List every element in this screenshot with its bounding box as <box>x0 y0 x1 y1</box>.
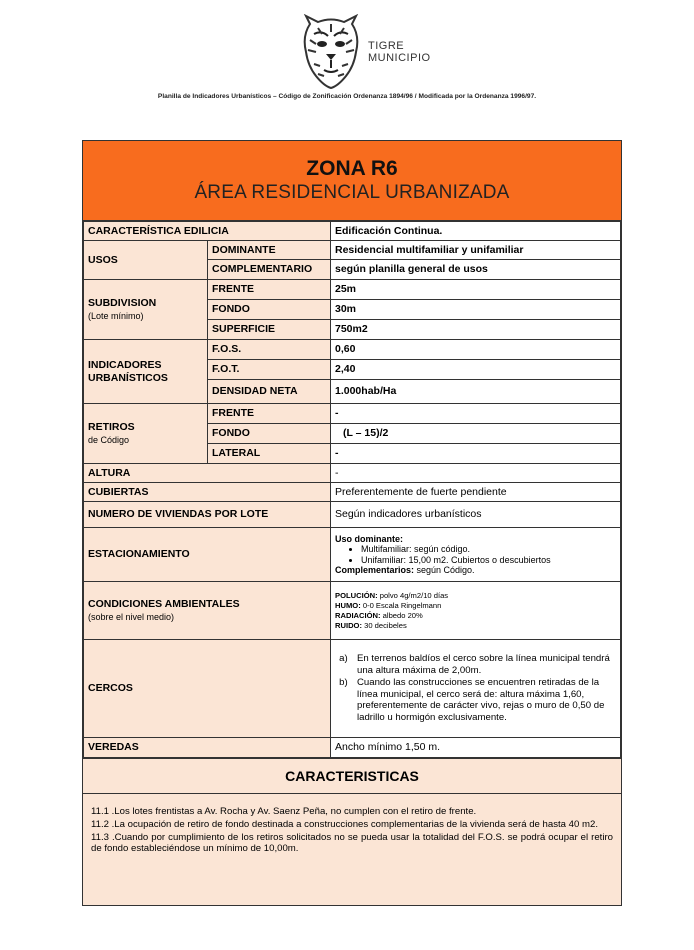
ruido-label: RUIDO: <box>335 620 362 630</box>
humo-label: HUMO: <box>335 600 361 610</box>
indicadores-label-line1: INDICADORES <box>88 358 162 371</box>
cercos-item-b: b. Cuando las construcciones se encuentren retiradas de la línea municipal, el cerco será de: altura máxima 1,60, preferentemente de carácter vivo, rejas o muro de 0,50 de ladrillo u hormigón exclusivamente. <box>353 677 616 724</box>
subdivision-superficie-label: SUPERFICIE <box>208 320 331 340</box>
estacionamiento-complementarios <box>335 565 616 576</box>
table-row <box>84 640 621 738</box>
polucion-label: POLUCIÓN: <box>335 590 378 600</box>
logo-text-line2: MUNICIPIO <box>368 52 431 64</box>
ruido-line <box>335 621 616 631</box>
humo-value: 0-0 Escala Ringelmann <box>360 600 442 610</box>
ambientales-value <box>331 582 621 640</box>
cercos-item-a: a. En terrenos baldíos el cerco sobre la línea municipal tendrá una altura máxima de 2,00m. <box>353 653 616 677</box>
ambientales-label: CONDICIONES AMBIENTALES <box>88 597 240 610</box>
table-row <box>84 222 621 241</box>
veredas-label: VEREDAS <box>84 738 331 758</box>
table-row <box>84 738 621 758</box>
table-row <box>84 340 621 360</box>
document-subtitle: Planilla de Indicadores Urbanísticos – Código de Zonificación Ordenanza 1894/96 / Modificada por la Ordenanza 1996/97. <box>157 93 537 100</box>
estacionamiento-list <box>335 544 616 565</box>
indicadores-cell <box>84 340 208 404</box>
estacionamiento-label: ESTACIONAMIENTO <box>84 528 331 582</box>
radiacion-label: RADIACIÓN: <box>335 610 381 620</box>
veredas-value: Ancho mínimo 1,50 m. <box>331 738 621 758</box>
usos-dominante-value: Residencial multifamiliar y unifamiliar <box>331 241 621 260</box>
viviendas-value: Según indicadores urbanísticos <box>331 502 621 528</box>
viviendas-label: NUMERO DE VIVIENDAS POR LOTE <box>84 502 331 528</box>
densidad-label: DENSIDAD NETA <box>208 380 331 404</box>
densidad-value: 1.000hab/Ha <box>331 380 621 404</box>
fos-label: F.O.S. <box>208 340 331 360</box>
cercos-label: CERCOS <box>84 640 331 738</box>
estacionamiento-dominante-title: Uso dominante: <box>335 533 404 544</box>
indicators-table <box>83 221 621 758</box>
subdivision-fondo-label: FONDO <box>208 300 331 320</box>
retiros-fondo-value: (L – 15)/2 <box>331 424 621 444</box>
usos-complementario-label: COMPLEMENTARIO <box>208 260 331 280</box>
zone-header <box>83 141 621 221</box>
subdivision-superficie-value: 750m2 <box>331 320 621 340</box>
caracteristicas-notes <box>83 794 621 905</box>
zone-name: ÁREA RESIDENCIAL URBANIZADA <box>194 182 510 203</box>
ruido-value: 30 decibeles <box>362 620 407 630</box>
retiros-fondo-label: FONDO <box>208 424 331 444</box>
fot-value: 2,40 <box>331 360 621 380</box>
table-row <box>84 502 621 528</box>
subdivision-label: SUBDIVISION <box>88 296 157 309</box>
estacionamiento-complementarios-title: Complementarios: <box>335 565 415 575</box>
subdivision-cell <box>84 280 208 340</box>
retiros-label: RETIROS <box>88 420 135 433</box>
zone-code: ZONA R6 <box>306 157 398 180</box>
altura-label: ALTURA <box>84 464 331 483</box>
ambientales-note: (sobre el nivel medio) <box>88 611 175 622</box>
humo-line <box>335 601 616 611</box>
retiros-frente-value: - <box>331 404 621 424</box>
caracteristicas-title: CARACTERISTICAS <box>83 758 621 794</box>
estacionamiento-item-2: • Unifamiliar: 15,00 m2. Cubiertos o descubiertos <box>361 555 616 566</box>
retiros-lateral-value: - <box>331 444 621 464</box>
logo-text-line1: TIGRE <box>368 40 405 52</box>
retiros-cell <box>84 404 208 464</box>
fot-label: F.O.T. <box>208 360 331 380</box>
cubiertas-value: Preferentemente de fuerte pendiente <box>331 483 621 502</box>
usos-complementario-value: según planilla general de usos <box>331 260 621 280</box>
estacionamiento-complementarios-value: según Código. <box>414 565 475 575</box>
cubiertas-label: CUBIERTAS <box>84 483 331 502</box>
subdivision-frente-label: FRENTE <box>208 280 331 300</box>
cercos-list <box>335 653 616 724</box>
usos-label: USOS <box>84 241 208 280</box>
ambientales-cell <box>84 582 331 640</box>
subdivision-fondo-value: 30m <box>331 300 621 320</box>
table-row <box>84 464 621 483</box>
caracteristica-label: CARACTERÍSTICA EDILICIA <box>84 222 331 241</box>
table-row <box>84 528 621 582</box>
polucion-value: polvo 4g/m2/10 días <box>377 590 449 600</box>
usos-dominante-label: DOMINANTE <box>208 241 331 260</box>
note-item: 11.3 .Cuando por cumplimiento de los retiros solicitados no se pueda usar la totalidad del F.O.S. se podrá ocupar el retiro de fondo estableciéndose un mínimo de 10,00m. <box>91 831 613 855</box>
subdivision-frente-value: 25m <box>331 280 621 300</box>
subdivision-note: (Lote mínimo) <box>88 310 144 321</box>
radiacion-value: albedo 20% <box>380 610 423 620</box>
table-row <box>84 582 621 640</box>
note-item: 11.2 .La ocupación de retiro de fondo destinada a construcciones complementarias de la vivienda será de hasta 40 m2. <box>91 818 599 830</box>
estacionamiento-item-1: • Multifamiliar: según código. <box>361 544 616 555</box>
cercos-value <box>331 640 621 738</box>
table-row <box>84 404 621 424</box>
zone-sheet <box>82 140 622 906</box>
retiros-note: de Código <box>88 434 130 445</box>
retiros-lateral-label: LATERAL <box>208 444 331 464</box>
table-row <box>84 483 621 502</box>
retiros-frente-label: FRENTE <box>208 404 331 424</box>
tiger-head-logo-icon <box>296 14 366 90</box>
fos-value: 0,60 <box>331 340 621 360</box>
table-row <box>84 280 621 300</box>
caracteristica-value: Edificación Continua. <box>331 222 621 241</box>
logo-text <box>368 40 431 64</box>
radiacion-line <box>335 611 616 621</box>
altura-value: - <box>331 464 621 483</box>
note-item: 11.1 .Los lotes frentistas a Av. Rocha y Av. Saenz Peña, no cumplen con el retiro de frente. <box>91 806 477 817</box>
table-row <box>84 241 621 260</box>
indicadores-label-line2: URBANÍSTICOS <box>88 371 168 384</box>
polucion-line <box>335 591 616 601</box>
estacionamiento-value <box>331 528 621 582</box>
